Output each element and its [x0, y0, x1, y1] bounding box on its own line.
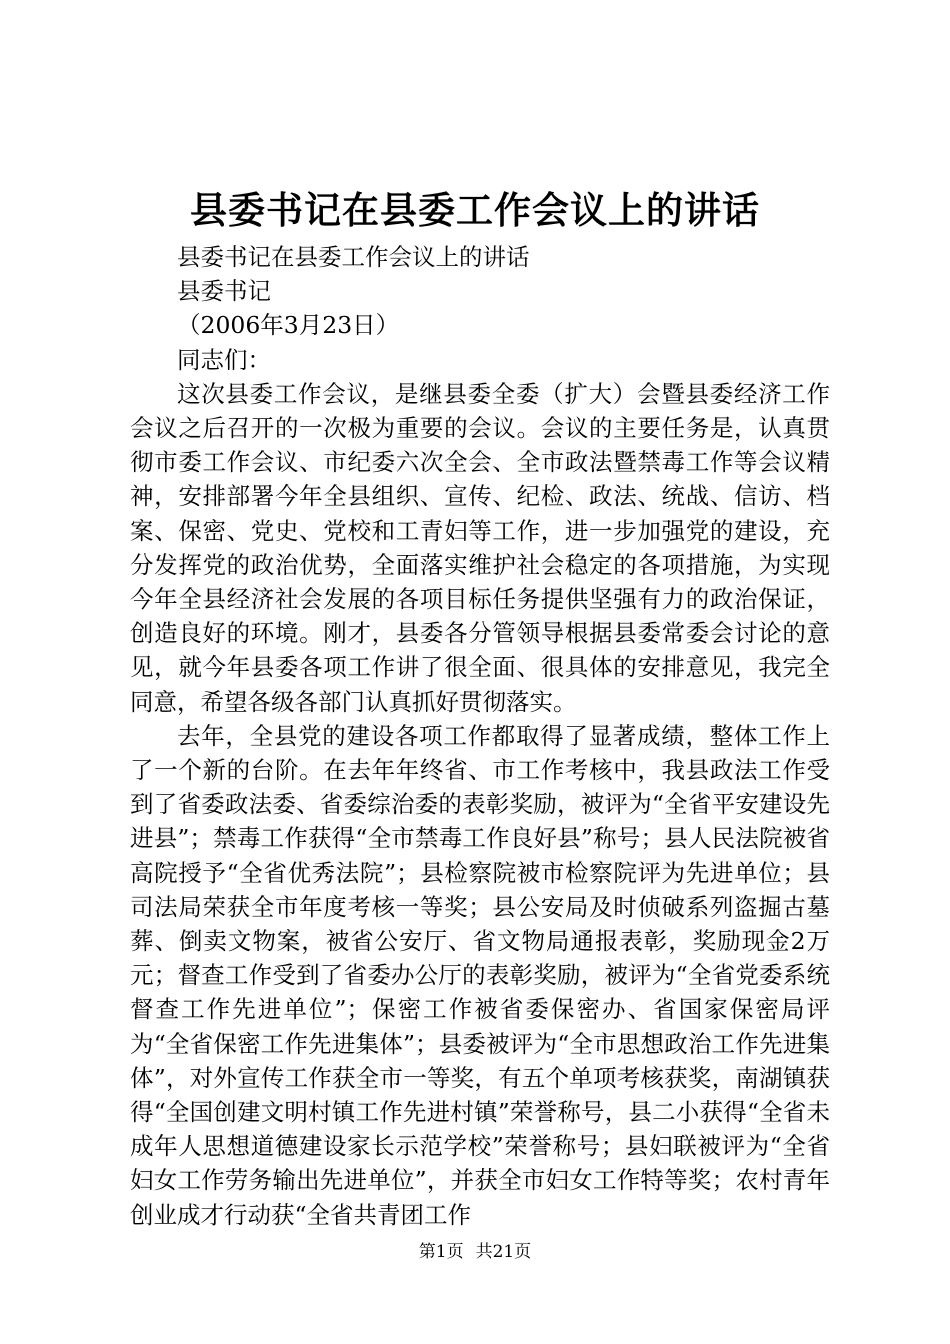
document-body — [130, 240, 830, 1232]
author-line: 县委书记 — [177, 277, 271, 306]
subtitle-line: 县委书记在县委工作会议上的讲话 — [177, 243, 530, 271]
date-line: （2006年3月23日） — [177, 311, 400, 340]
salutation-line: 同志们： — [177, 345, 271, 374]
document-title: 县委书记在县委工作会议上的讲话 — [190, 188, 760, 232]
body-paragraph: 去年，全县党的建设各项工作都取得了显著成绩，整体工作上了一个新的台阶。在去年年终省、市工作考核中，我县政法工作受到了省委政法委、省委综治委的表彰奖励，被评为“全省平安建设先进县”；禁毒工作获得“全市禁毒工作良好县”称号；县人民法院被省高院授予“全省优秀法院”；县检察院被市检察院评为先进单位；县司法局荣获全市年度考核一等奖；县公安局及时侦破系列盗掘古墓葬、倒卖文物案，被省公安厅、省文物局通报表彰，奖励现金2万元；督查工作受到了省委办公厅的表彰奖励，被评为“全省党委系统督查工作先进单位”；保密工作被省委保密办、省国家保密局评为“全省保密工作先进集体”；县委被评为“全市思想政治工作先进集体”，对外宣传工作获全市一等奖，有五个单项考核获奖，南湖镇获得“全国创建文明村镇工作先进村镇”荣誉称号，县二小获得“全省未成年人思想道德建设家长示范学校”荣誉称号；县妇联被评为“全省妇女工作劳务输出先进单位”，并获全市妇女工作特等奖；农村青年创业成才行动获“全省共青团工作 — [130, 721, 830, 1229]
page-number: 第1页 — [418, 1242, 464, 1262]
page-footer — [0, 1240, 950, 1264]
body-paragraph: 这次县委工作会议，是继县委全委（扩大）会暨县委经济工作会议之后召开的一次极为重要的会议。会议的主要任务是，认真贯彻市委工作会议、市纪委六次全会、全市政法暨禁毒工作等会议精神，安排部署今年全县组织、宣传、纪检、政法、统战、信访、档案、保密、党史、党校和工青妇等工作，进一步加强党的建设，充分发挥党的政治优势，全面落实维护社会稳定的各项措施，为实现今年全县经济社会发展的各项目标任务提供坚强有力的政治保证，创造良好的环境。刚才，县委各分管领导根据县委常委会讨论的意见，就今年县委各项工作讲了很全面、很具体的安排意见，我完全同意，希望各级各部门认真抓好贯彻落实。 — [130, 379, 830, 716]
total-pages: 共21页 — [475, 1242, 532, 1262]
